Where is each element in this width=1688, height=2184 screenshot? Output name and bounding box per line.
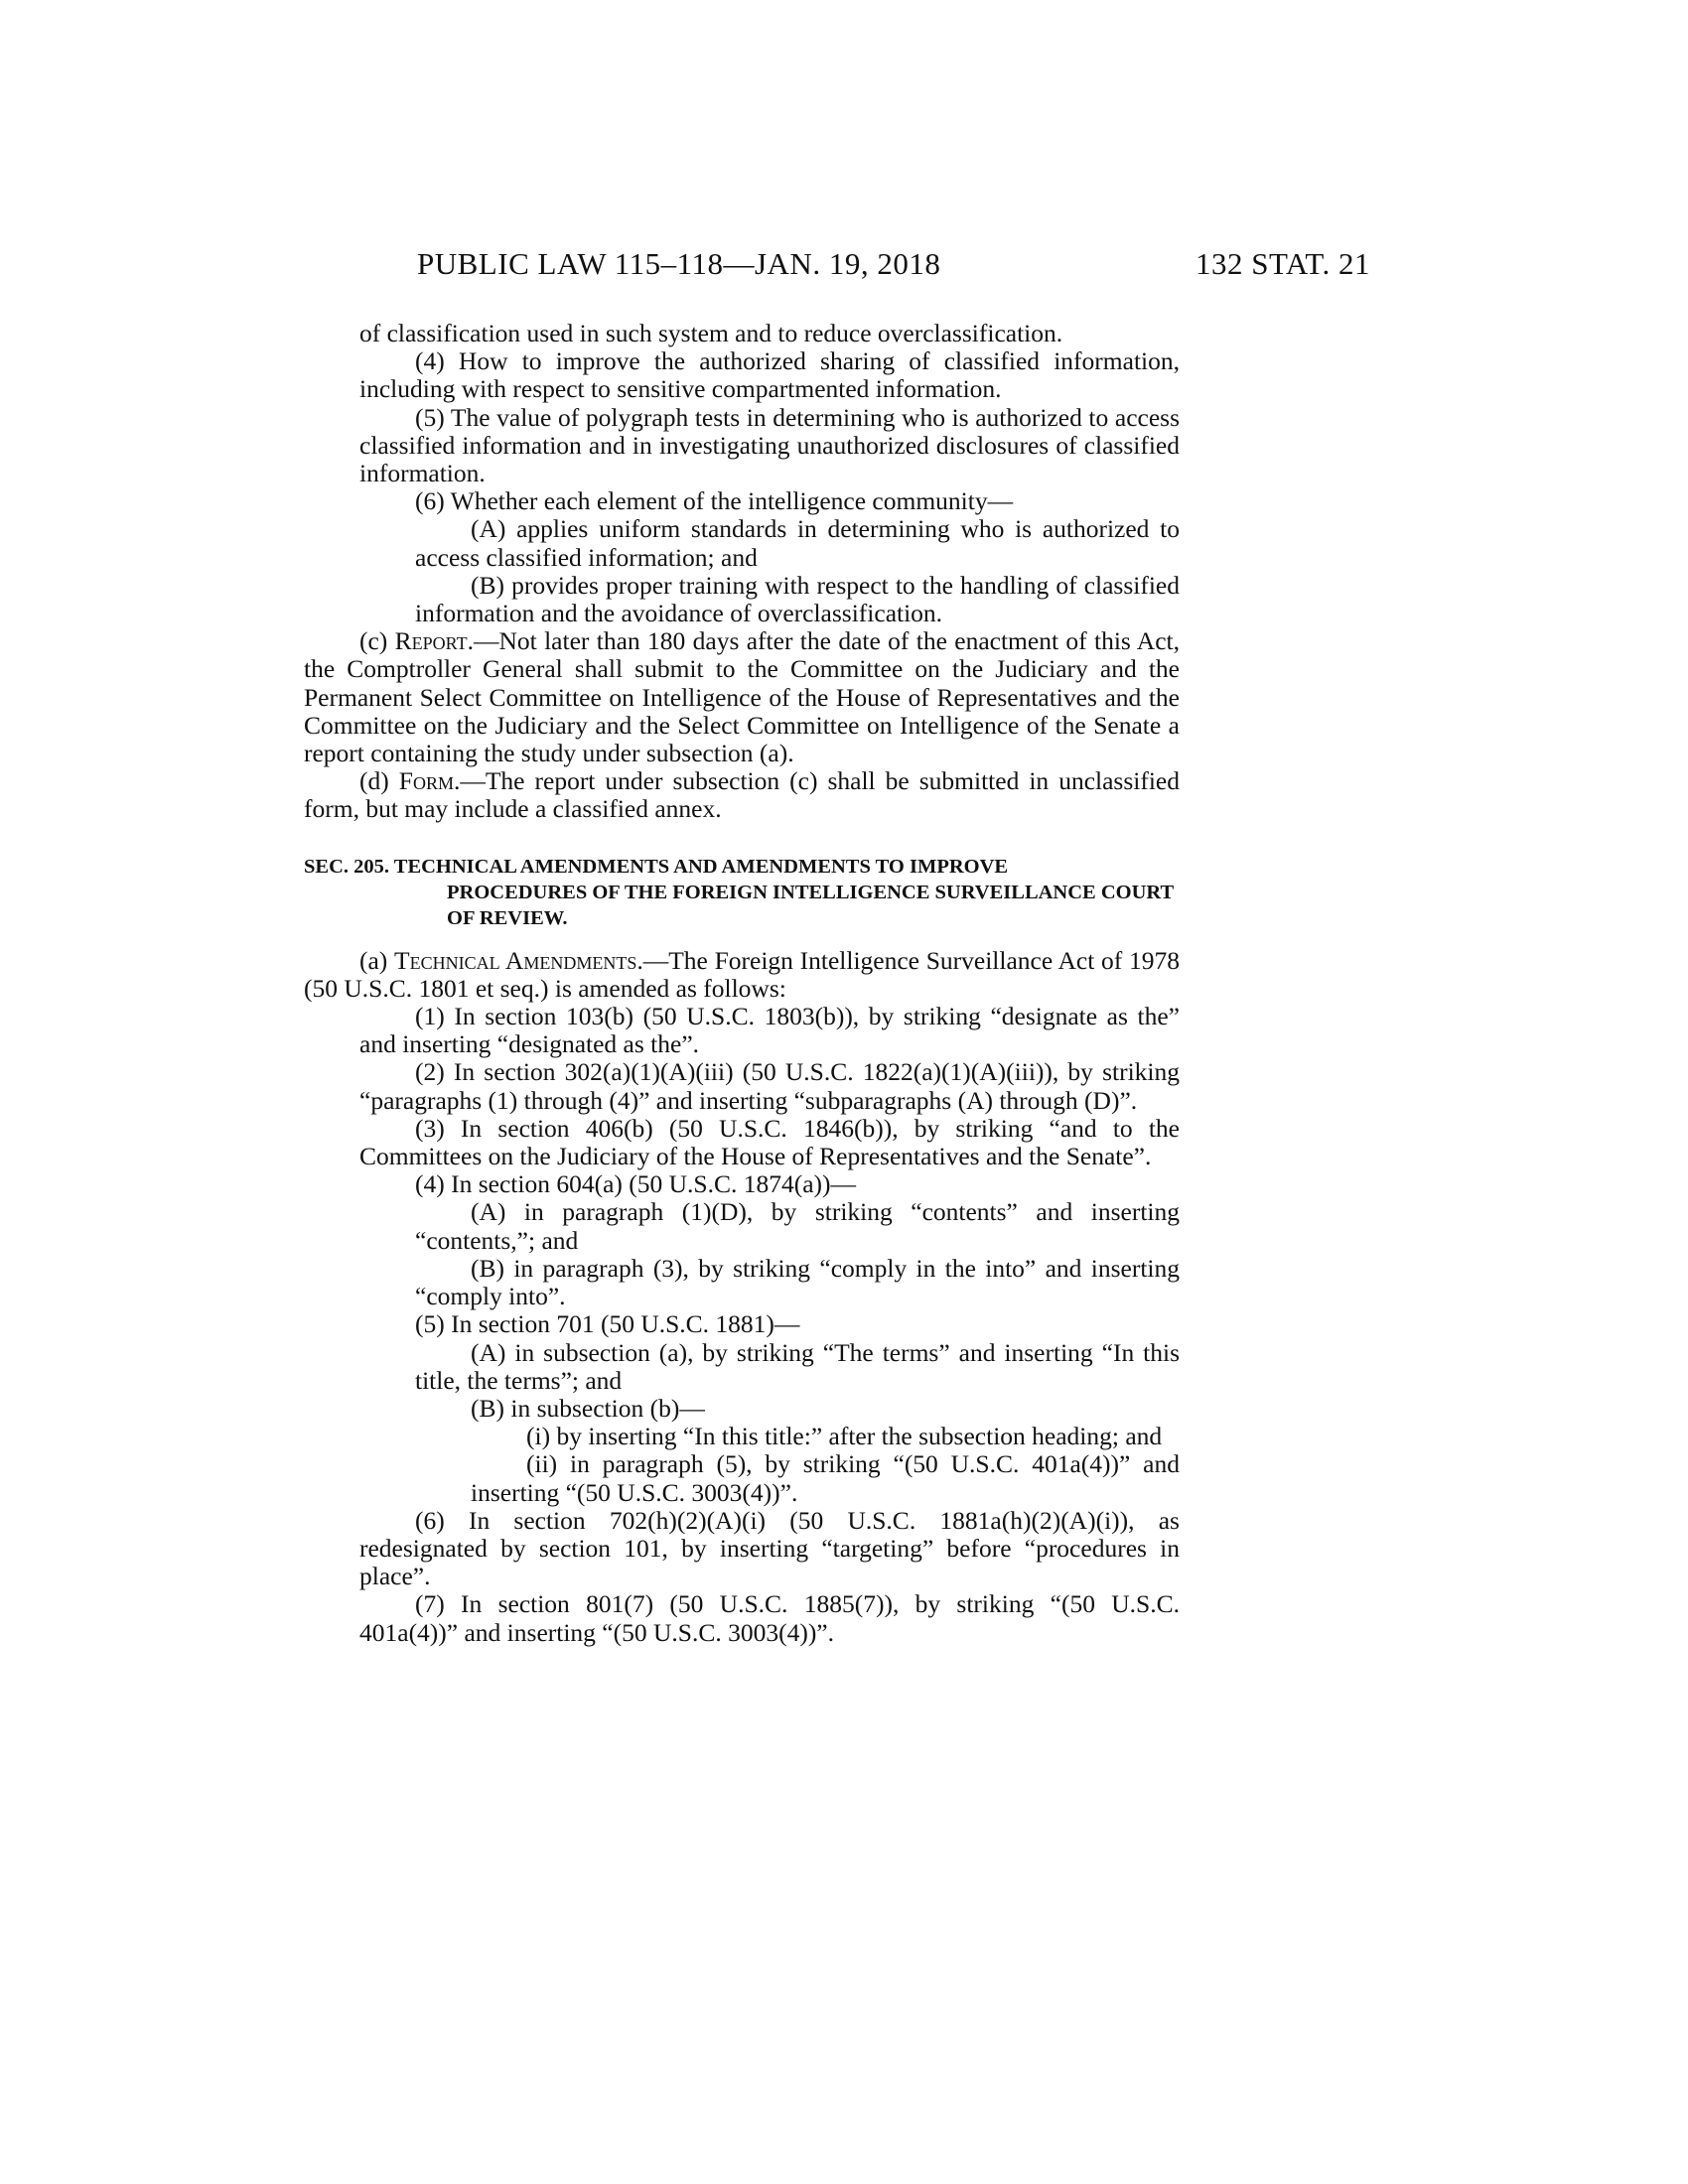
amendment-paragraph: (1) In section 103(b) (50 U.S.C. 1803(b)), by striking “designate as the” and inserting “designated as the”. <box>359 1002 1180 1059</box>
subsection-report <box>304 627 1180 767</box>
amendment-paragraph: (2) In section 302(a)(1)(A)(iii) (50 U.S.C. 1822(a)(1)(A)(iii)), by striking “paragraphs (1) through (4)” and inserting “subparagraphs (A) through (D)”. <box>359 1057 1180 1115</box>
subsection-label: (d) <box>359 766 399 796</box>
amendment-paragraph: (3) In section 406(b) (50 U.S.C. 1846(b)), by striking “and to the Committees on the Judiciary of the House of Representatives and the Senate”. <box>359 1113 1180 1171</box>
running-head-title: PUBLIC LAW 115–118—JAN. 19, 2018 <box>417 246 941 281</box>
amendment-subparagraph: (B) in paragraph (3), by striking “comply in the into” and inserting “comply into”. <box>415 1253 1180 1311</box>
amendment-clause: (i) by inserting “In this title:” after the subsection heading; and <box>526 1422 1163 1451</box>
subsection-label: (a) <box>359 945 395 975</box>
section-title-continued: PROCEDURES OF THE FOREIGN INTELLIGENCE SURVEILLANCE COURT OF REVIEW. <box>447 881 1174 929</box>
section-number: SEC. 205. <box>304 855 390 878</box>
amendment-paragraph: (5) In section 701 (50 U.S.C. 1881)— <box>415 1309 800 1339</box>
amendment-paragraph: (4) In section 604(a) (50 U.S.C. 1874(a))— <box>415 1169 857 1199</box>
subsection-text: .—The Foreign Intelligence Surveillance Act of 1978 (50 U.S.C. 1801 et seq.) is amended as follows: <box>304 945 1180 1003</box>
subsection-text: .—Not later than 180 days after the date of the enactment of this Act, the Comptroller General shall submit to the Committee on the Judiciary and the Permanent Select Committee on Intelligence of the House of Representatives and the Committee on the Judiciary and the Select Committee on Intelligence of the Senate a report containing the study under subsection (a). <box>304 626 1180 768</box>
subsection-label: (c) <box>359 626 395 656</box>
amendment-paragraph: (7) In section 801(7) (50 U.S.C. 1885(7)), by striking “(50 U.S.C. 401a(4))” and inserting “(50 U.S.C. 3003(4))”. <box>359 1589 1180 1647</box>
section-heading <box>304 854 1180 931</box>
subsection-heading: Report <box>394 626 468 656</box>
running-header <box>417 246 1370 286</box>
section-title: TECHNICAL AMENDMENTS AND AMENDMENTS TO IMPROVE <box>393 855 1009 878</box>
amendment-subparagraph: (A) in subsection (a), by striking “The terms” and inserting “In this title, the terms”; and <box>415 1337 1180 1395</box>
page-number: 132 STAT. 21 <box>1195 246 1370 281</box>
amendment-clause: (ii) in paragraph (5), by striking “(50 U.S.C. 401a(4))” and inserting “(50 U.S.C. 3003(4))”. <box>471 1449 1180 1507</box>
amendment-subparagraph: (A) in paragraph (1)(D), by striking “contents” and inserting “contents,”; and <box>415 1197 1180 1255</box>
subparagraph: (A) applies uniform standards in determining who is authorized to access classified information; and <box>415 514 1180 572</box>
amendment-paragraph: (6) In section 702(h)(2)(A)(i) (50 U.S.C. 1881a(h)(2)(A)(i)), as redesignated by section 101, by inserting “targeting” before “procedures in place”. <box>359 1505 1180 1591</box>
paragraph: (6) Whether each element of the intelligence community— <box>415 486 1014 516</box>
paragraph: (4) How to improve the authorized sharing of classified information, including with respect to sensitive compartmented information. <box>359 346 1180 404</box>
amendment-subparagraph: (B) in subsection (b)— <box>471 1393 705 1423</box>
subsection-text: .—The report under subsection (c) shall be submitted in unclassified form, but may include a classified annex. <box>304 766 1180 824</box>
paragraph: of classification used in such system and to reduce overclassification. <box>359 319 1063 347</box>
subsection-heading: Form <box>398 766 454 796</box>
paragraph: (5) The value of polygraph tests in determining who is authorized to access classified information and in investigating unauthorized disclosures of classified information. <box>359 402 1180 488</box>
document-body <box>304 320 1180 1647</box>
subsection-form <box>304 767 1180 823</box>
subsection-heading: Technical Amendments <box>394 945 637 975</box>
subparagraph: (B) provides proper training with respect to the handling of classified information and the avoidance of overclassification. <box>415 570 1180 628</box>
subsection-technical-amendments <box>304 947 1180 1003</box>
